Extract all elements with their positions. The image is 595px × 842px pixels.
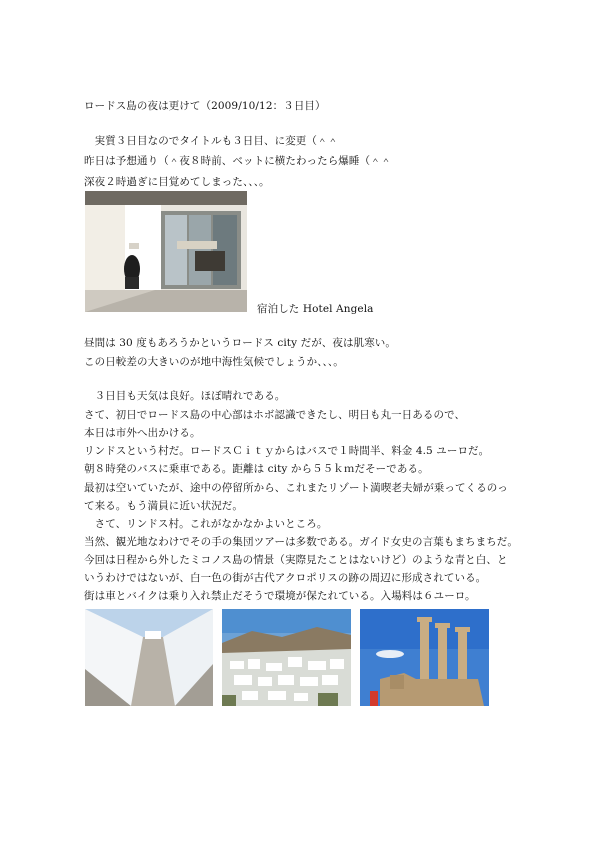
para3-line-10: 今回は日程から外したミコノス島の情景（実際見たことはないけど）のような青と白、と <box>84 554 508 566</box>
para3-line-11: いうわけではないが、白一色の街が古代アクロポリスの跡の周辺に形成されている。 <box>84 572 487 584</box>
lindos-alley-photo <box>85 609 213 706</box>
para2-line-1: 昼間は 30 度もあろうかというロードス city だが、夜は肌寒い。 <box>84 337 396 349</box>
hotel-entrance-photo <box>85 191 247 312</box>
para3-line-8: さて、リンドス村。これがなかなかよいところ。 <box>84 518 328 530</box>
para3-line-7: て来る。もう満員に近い状況だ。 <box>84 500 243 512</box>
intro-line-1: 実質３日目なのでタイトルも３日目、に変更（＾＾ <box>84 135 339 147</box>
para3-line-6: 最初は空いていたが、途中の停留所から、これまたリゾート満喫老夫婦が乗ってくるのっ <box>84 482 508 494</box>
lindos-acropolis-photo <box>360 609 489 706</box>
lindos-village-photo <box>222 609 351 706</box>
para3-line-5: 朝８時発のバスに乗車である。距離は city から５５ｋｍだそーである。 <box>84 463 429 475</box>
para2-line-2: この日較差の大きいのが地中海性気候でしょうか、、、。 <box>84 356 344 368</box>
para3-line-4: リンドスという村だ。ロードスＣｉｔｙからはバスで１時間半、料金 4.5 ユーロだ。 <box>84 445 490 457</box>
hotel-caption: 宿泊した Hotel Angela <box>257 303 374 315</box>
para3-line-12: 街は車とバイクは乗り入れ禁止だそうで環境が保たれている。入場料は６ユーロ。 <box>84 590 476 602</box>
para3-line-3: 本日は市外へ出かける。 <box>84 427 201 439</box>
para3-line-9: 当然、観光地なわけでその手の集団ツアーは多数である。ガイド女史の言葉もまちまちだ。 <box>84 536 518 548</box>
para3-line-2: さて、初日でロードス島の中心部はホボ認識できたし、明日も丸一日あるので、 <box>84 409 466 421</box>
intro-line-2: 昨日は予想通り（＾夜８時前、ベットに横たわったら爆睡（＾＾ <box>84 155 392 167</box>
page-title: ロードス島の夜は更けて（2009/10/12：３日目） <box>84 100 326 112</box>
intro-line-3: 深夜２時過ぎに目覚めてしまった、、、。 <box>84 176 270 188</box>
para3-line-1: ３日目も天気は良好。ほぼ晴れである。 <box>84 390 286 402</box>
